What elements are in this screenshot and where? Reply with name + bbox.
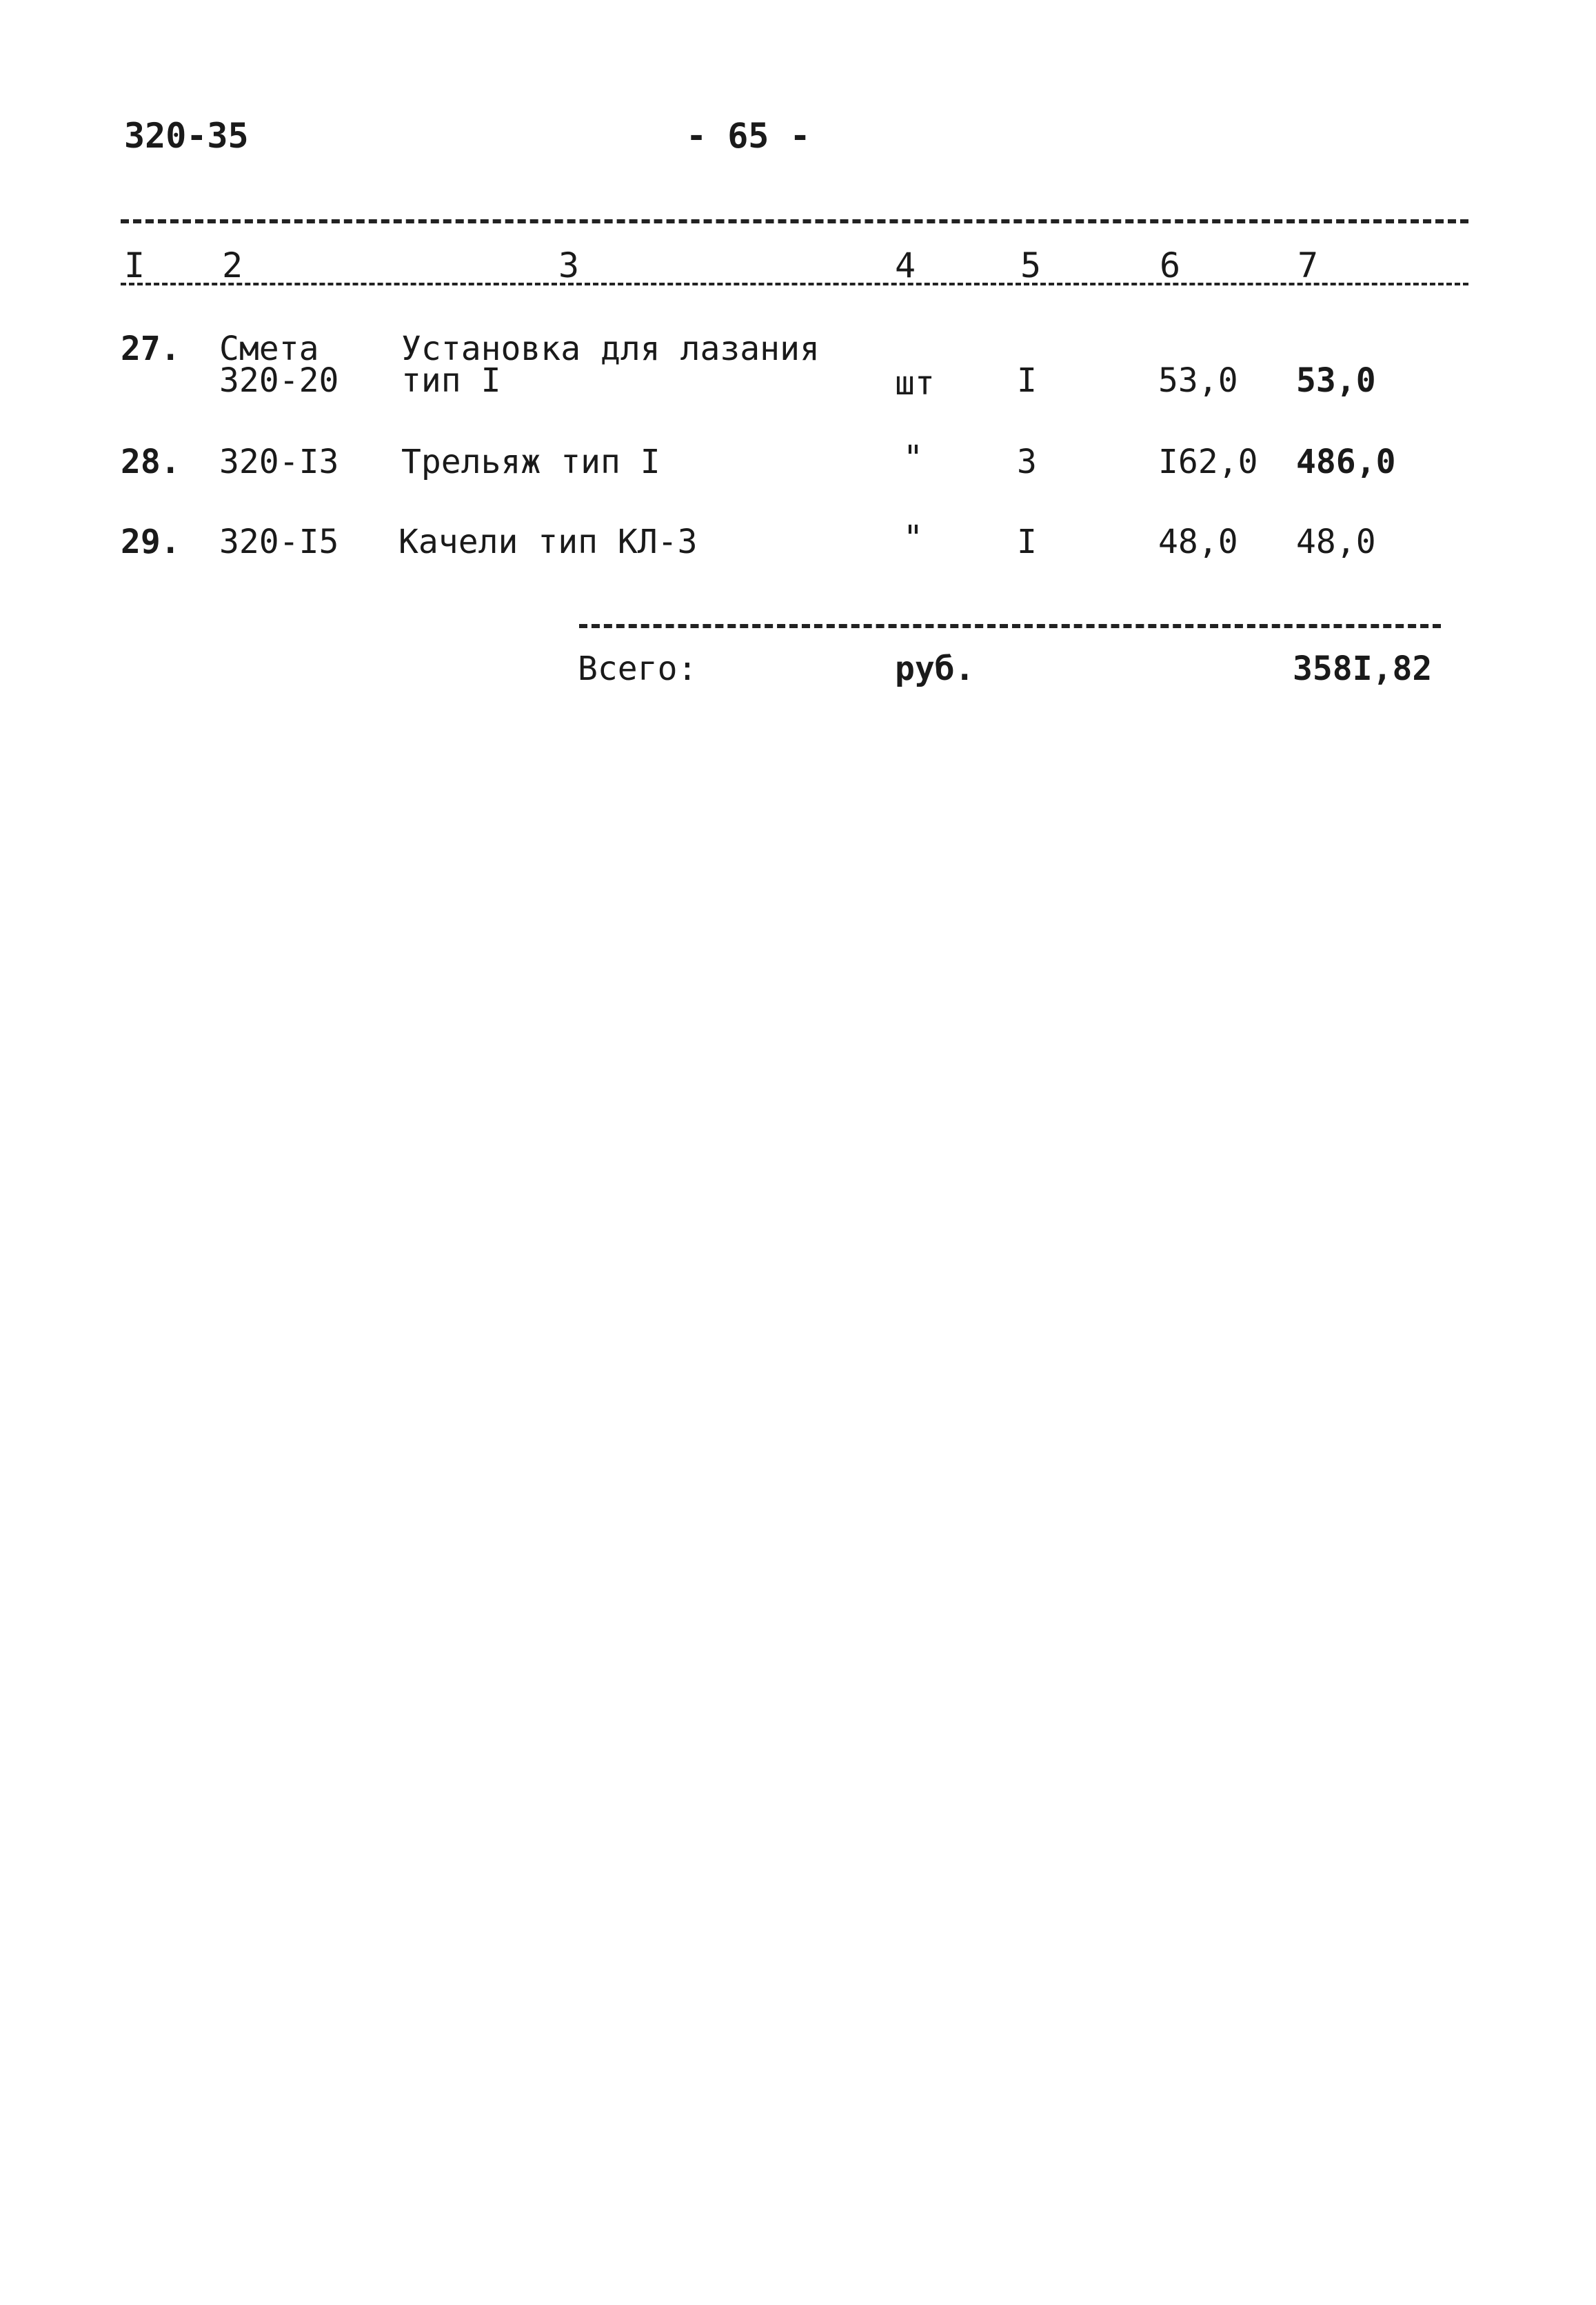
- price-cell: 53,0: [1158, 361, 1238, 400]
- top-dashed-rule: [121, 219, 1468, 223]
- price-cell: 48,0: [1158, 523, 1238, 561]
- column-number-5: 5: [1020, 245, 1042, 285]
- reference-line-1: 320-I5: [219, 523, 339, 561]
- row-number: 27.: [121, 330, 181, 368]
- total-cell: 486,0: [1296, 443, 1396, 481]
- total-unit: руб.: [895, 650, 975, 688]
- unit-cell: ": [903, 439, 923, 477]
- item-name-line-1: Трельяж тип I: [401, 443, 660, 481]
- header-dashed-rule: [121, 283, 1468, 285]
- page-number: - 65 -: [686, 116, 811, 156]
- item-name-line-1: Качели тип КЛ-3: [398, 523, 698, 561]
- column-number-1: I: [124, 245, 145, 285]
- unit-cell: ": [903, 519, 923, 557]
- reference-line-2: 320-20: [219, 361, 339, 400]
- total-label: Всего:: [578, 650, 698, 688]
- row-number: 29.: [121, 523, 181, 561]
- total-value: 358I,82: [1293, 650, 1433, 688]
- total-cell: 48,0: [1296, 523, 1376, 561]
- item-name-line-2: тип I: [401, 361, 501, 400]
- column-number-4: 4: [895, 245, 916, 285]
- quantity-cell: I: [1017, 523, 1037, 561]
- column-number-6: 6: [1160, 245, 1181, 285]
- document-code: 320-35: [124, 116, 249, 156]
- column-number-7: 7: [1297, 245, 1319, 285]
- unit-cell: шт: [895, 364, 935, 403]
- total-dashed-rule: [579, 624, 1441, 628]
- reference-line-1: Смета: [219, 330, 319, 368]
- quantity-cell: 3: [1017, 443, 1037, 481]
- item-name-line-1: Установка для лазания: [401, 330, 820, 368]
- row-number: 28.: [121, 443, 181, 481]
- quantity-cell: I: [1017, 361, 1037, 400]
- total-cell: 53,0: [1296, 361, 1376, 400]
- column-number-3: 3: [558, 245, 580, 285]
- column-number-2: 2: [222, 245, 243, 285]
- price-cell: I62,0: [1158, 443, 1258, 481]
- reference-line-1: 320-I3: [219, 443, 339, 481]
